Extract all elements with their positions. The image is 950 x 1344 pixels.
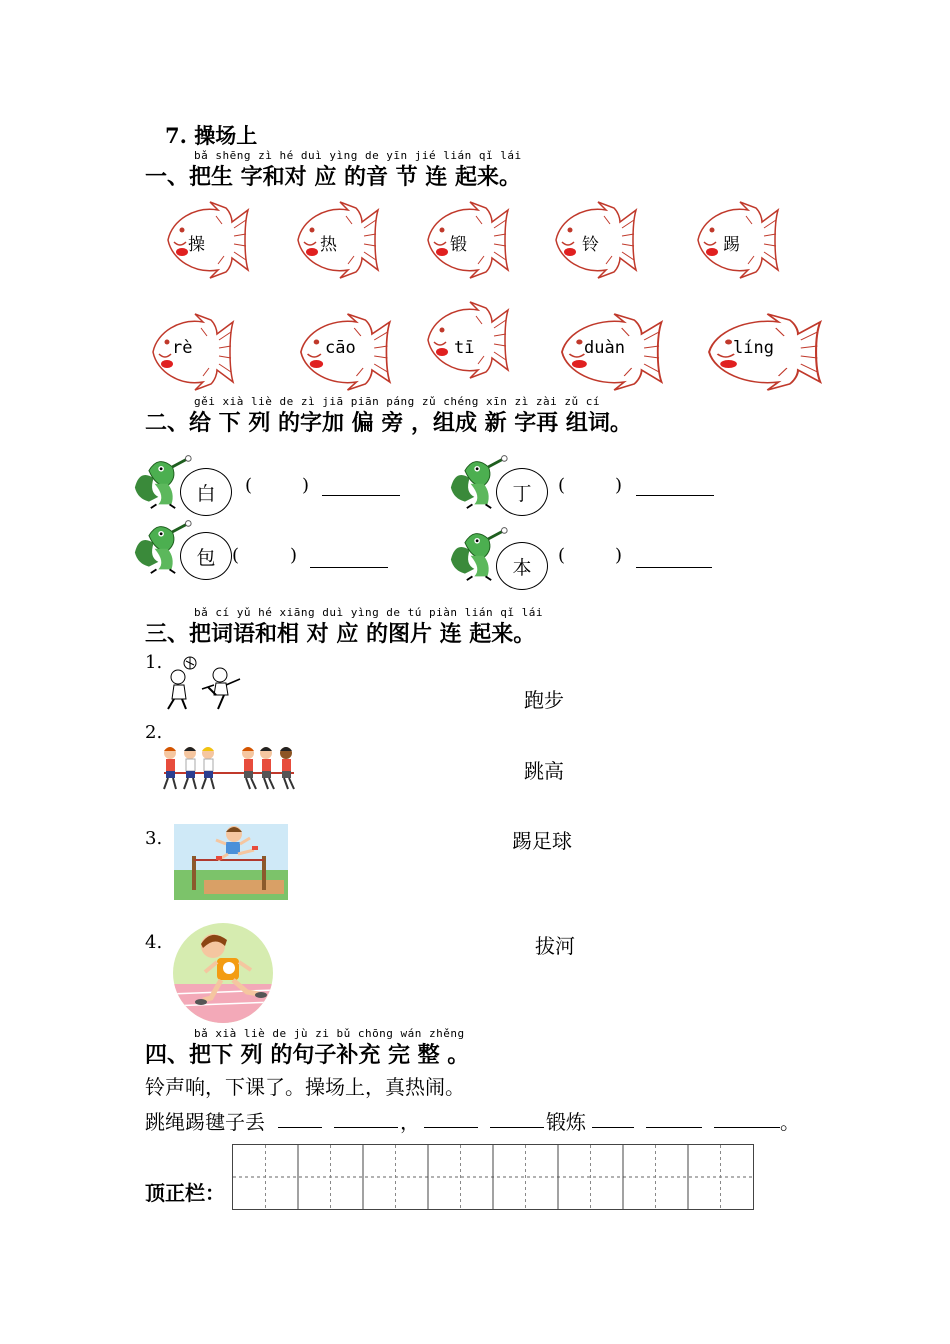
paren-close: ) xyxy=(615,475,623,496)
answer-blank[interactable] xyxy=(334,1127,398,1128)
item-number: 4. xyxy=(145,932,163,953)
item-number: 1. xyxy=(145,652,163,673)
paren-open: ( xyxy=(558,545,566,566)
paren-open: ( xyxy=(232,545,240,566)
runner-image[interactable] xyxy=(171,922,275,1024)
paren-open: ( xyxy=(245,475,253,496)
paren-close: ) xyxy=(302,475,310,496)
fish-icon xyxy=(160,200,250,280)
writing-grid[interactable] xyxy=(232,1144,754,1210)
answer-blank[interactable] xyxy=(636,567,712,568)
fish-char[interactable]: 踢 xyxy=(723,235,740,255)
fish-char[interactable]: 热 xyxy=(320,235,337,255)
fish-syllable[interactable]: duàn xyxy=(584,338,625,358)
item-number: 2. xyxy=(145,722,163,743)
answer-blank[interactable] xyxy=(636,495,714,496)
fish-syllable[interactable]: cāo xyxy=(325,338,356,358)
section2-pinyin: gěi xià liè de zì jiā piān páng zǔ chéng xīn zì zài zǔ cí xyxy=(194,395,600,408)
section4-heading: 四、把下 列 的句子补充 完 整 。 xyxy=(145,1042,470,1068)
word-label[interactable]: 跑步 xyxy=(524,688,564,712)
soccer-kids-image[interactable] xyxy=(160,655,245,713)
char-circle: 丁 xyxy=(496,468,548,516)
section4-pinyin: bǎ xià liè de jù zi bǔ chōng wán zhěng xyxy=(194,1027,465,1040)
char-circle: 本 xyxy=(496,542,548,590)
paren-close: ) xyxy=(290,545,298,566)
sentence-2-mid: 锻炼 xyxy=(546,1110,586,1134)
item-number: 3. xyxy=(145,828,163,849)
sentence-2-comma: ， xyxy=(400,1110,420,1134)
fish-syllable[interactable]: tī xyxy=(454,338,475,358)
section1-heading: 一、把生 字和对 应 的音 节 连 起来。 xyxy=(145,164,521,190)
sentence-1: 铃声响，下课了。操场上，真热闹。 xyxy=(145,1075,465,1099)
section3-pinyin: bǎ cí yǔ hé xiāng duì yìng de tú piàn lián qǐ lái xyxy=(194,606,544,619)
answer-blank[interactable] xyxy=(322,495,400,496)
paren-open: ( xyxy=(558,475,566,496)
section1-pinyin: bǎ shēng zì hé duì yìng de yīn jié lián qǐ lái xyxy=(194,149,522,162)
footer-label: 顶正栏： xyxy=(145,1181,225,1205)
word-label[interactable]: 跳高 xyxy=(524,759,564,783)
page-title: 7. 操场上 xyxy=(165,123,258,148)
high-jump-image[interactable] xyxy=(174,824,288,900)
answer-blank[interactable] xyxy=(714,1127,780,1128)
fish-char[interactable]: 操 xyxy=(188,235,205,255)
fish-syllable[interactable]: rè xyxy=(172,338,193,358)
char-circle: 白 xyxy=(180,468,232,516)
fish-syllable[interactable]: líng xyxy=(733,338,774,358)
answer-blank[interactable] xyxy=(424,1127,478,1128)
answer-blank[interactable] xyxy=(278,1127,322,1128)
sentence-2-start: 跳绳踢毽子丢 xyxy=(145,1110,265,1134)
paren-close: ) xyxy=(615,545,623,566)
fish-char[interactable]: 铃 xyxy=(582,235,599,255)
answer-blank[interactable] xyxy=(646,1127,702,1128)
tug-of-war-image[interactable] xyxy=(160,743,298,793)
fish-char[interactable]: 锻 xyxy=(450,235,467,255)
word-label[interactable]: 拔河 xyxy=(535,934,575,958)
char-circle: 包 xyxy=(180,532,232,580)
sentence-2-end: 。 xyxy=(780,1110,800,1134)
answer-blank[interactable] xyxy=(490,1127,544,1128)
section2-heading: 二、给 下 列 的字加 偏 旁 ，组成 新 字再 组词。 xyxy=(145,410,632,436)
answer-blank[interactable] xyxy=(592,1127,634,1128)
word-label[interactable]: 踢足球 xyxy=(512,829,572,853)
section3-heading: 三、把词语和相 对 应 的图片 连 起来。 xyxy=(145,621,536,647)
answer-blank[interactable] xyxy=(310,567,388,568)
